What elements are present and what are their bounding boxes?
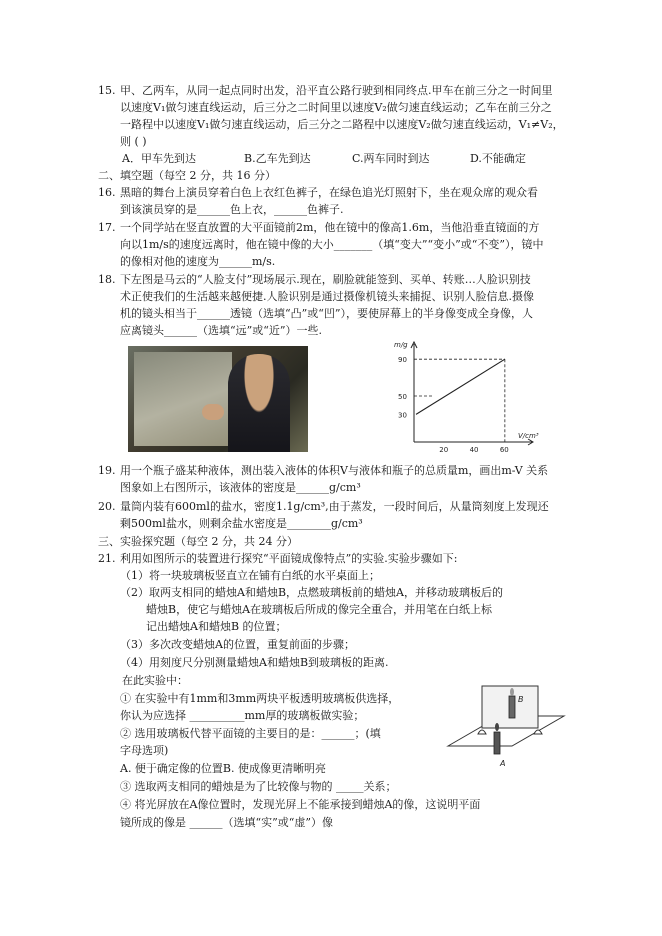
q18-line-2: 术正使我们的生活越来越便捷.人脸识别是通过摄像机镜头来捕捉、识别人脸信息.摄像 (120, 290, 534, 303)
x-tick-label-40: 40 (469, 446, 479, 454)
label-candle-a: A (500, 759, 506, 768)
q18-line-1: 下左图是马云的“人脸支付”现场展示.现在，刷脸就能签到、买单、转账…人脸识别技 (120, 273, 531, 286)
m-v-graph (376, 334, 540, 456)
q18-line-3: 机的镜头相当于______透镜（选填“凸”或“凹”），要使屏幕上的半身像变成全身像，人 (120, 307, 533, 320)
photo-hand (202, 404, 224, 420)
x-axis-label: V/cm³ (518, 432, 539, 440)
q15-number: 15. (98, 84, 116, 97)
q21-step-2: （2）取两支相同的蜡烛A和蜡烛B，点燃玻璃板前的蜡烛A，并移动玻璃板后的 (120, 586, 503, 599)
q17-line-3: 的像相对他的速度为______m/s. (120, 255, 276, 268)
label-candle-b: B (518, 695, 524, 704)
candle-b-flame-icon (510, 688, 514, 696)
q15-option-d: D.不能确定 (470, 152, 526, 165)
candle-a-flame-icon (495, 723, 499, 731)
series-line-0 (416, 359, 505, 414)
q21-sub-1: ① 在实验中有1mm和3mm两块平板透明玻璃板供选择， (120, 692, 400, 705)
mirror-experiment-apparatus (442, 676, 570, 770)
face-payment-photo (128, 346, 308, 452)
q17-line-1: 一个同学站在竖直放置的大平面镜前2m，他在镜中的像高1.6m，当他沿垂直镜面的方 (120, 221, 540, 234)
x-tick-label-20: 20 (439, 446, 449, 454)
q21-step-3: （3）多次改变蜡烛A的位置，重复前面的步骤； (120, 638, 355, 651)
photo-presenter (228, 354, 290, 452)
q16-line-1: 黑暗的舞台上演员穿着白色上衣红色裤子，在绿色追光灯照射下，坐在观众席的观众看 (120, 186, 538, 199)
section-3-heading: 三、实验探究题（每空 2 分，共 24 分） (98, 535, 298, 548)
q15-line-3: 一路程中以速度V₁做匀速直线运动，后三分之二路程中以速度V₂做匀速直线运动，V₁≠V₂， (120, 118, 564, 131)
q17-line-2: 向以1m/s的速度远离时，他在镜中像的大小_______（填“变大”“变小”或“不变”），镜中 (120, 238, 544, 251)
y-tick-label-90: 90 (398, 356, 407, 365)
q19-line-1: 用一个瓶子盛某种液体，测出装入液体的体积V与液体和瓶子的总质量m，画出m-V 关系 (120, 464, 549, 477)
q16-number: 16. (98, 186, 116, 199)
q16-line-2: 到该演员穿的是______色上衣，______色裤子. (120, 203, 344, 216)
candle-a-icon (494, 732, 500, 754)
q21-sub-3: ③ 选取两支相同的蜡烛是为了比较像与物的 _____关系； (120, 780, 397, 793)
q15-option-a: A．甲车先到达 (122, 152, 196, 165)
y-tick-label-30: 30 (398, 411, 407, 420)
q19-line-2: 图象如上右图所示，该液体的密度是______g/cm³ (120, 481, 361, 494)
q18-number: 18. (98, 273, 116, 286)
q15-option-c: C.两车同时到达 (352, 152, 430, 165)
q20-line-2: 剩500ml盐水，则剩余盐水密度是________g/cm³ (120, 517, 363, 530)
q21-sub-1-cont: 你认为应选择 __________mm厚的玻璃板做实验； (120, 709, 365, 722)
q21-line-1: 利用如图所示的装置进行探究“平面镜成像特点”的实验.实验步骤如下: (120, 552, 458, 565)
q21-sub-2-cont: 字母选项) (120, 744, 169, 757)
section-2-heading: 二、填空题（每空 2 分，共 16 分） (98, 169, 276, 182)
q15-line-4: 则 ( ) (120, 135, 147, 148)
q21-step-4: （4）用刻度尺分别测量蜡烛A和蜡烛B到玻璃板的距离. (120, 656, 389, 669)
q19-number: 19. (98, 464, 116, 477)
q20-number: 20. (98, 500, 116, 513)
q15-option-b: B.乙车先到达 (244, 152, 311, 165)
photo-screen (134, 352, 232, 446)
q21-in-this-experiment: 在此实验中： (122, 674, 188, 687)
q21-sub-4: ④ 将光屏放在A像位置时，发现光屏上不能承接到蜡烛A的像，这说明平面 (120, 798, 481, 811)
q21-step-2-cont-2: 记出蜡烛A和蜡烛B 的位置； (146, 620, 287, 633)
q21-sub-4-cont: 镜所成的像是 ______（选填“实”或“虚”）像 (120, 816, 333, 829)
q21-step-1: （1）将一块玻璃板竖直立在铺有白纸的水平桌面上； (120, 569, 380, 582)
q21-number: 21. (98, 552, 116, 565)
q18-line-4: 应离镜头______（选填“远”或“近”）一些. (120, 324, 322, 337)
q17-number: 17. (98, 221, 116, 234)
q21-step-2-cont-1: 蜡烛B，使它与蜡烛A在玻璃板后所成的像完全重合，并用笔在白纸上标 (146, 603, 493, 616)
q21-sub-2-options: A. 便于确定像的位置B. 使成像更清晰明亮 (120, 762, 327, 775)
y-tick-label-50: 50 (398, 393, 407, 401)
y-axis-label: m/g (394, 341, 408, 349)
x-tick-label-60: 60 (499, 446, 509, 454)
candle-b-icon (509, 696, 515, 718)
q21-sub-2: ② 选用玻璃板代替平面镜的主要目的是：______；(填 (120, 727, 381, 740)
q20-line-1: 量筒内装有600ml的盐水，密度1.1g/cm³,由于蒸发，一段时间后，从量筒刻度上发现还 (120, 500, 549, 513)
q15-line-1: 甲、乙两车，从同一起点同时出发，沿平直公路行驶到相同终点.甲车在前三分之一时间里 (120, 84, 553, 97)
q15-line-2: 以速度V₁做匀速直线运动，后三分之二时间里以速度V₂做匀速直线运动；乙车在前三分之 (120, 101, 552, 114)
